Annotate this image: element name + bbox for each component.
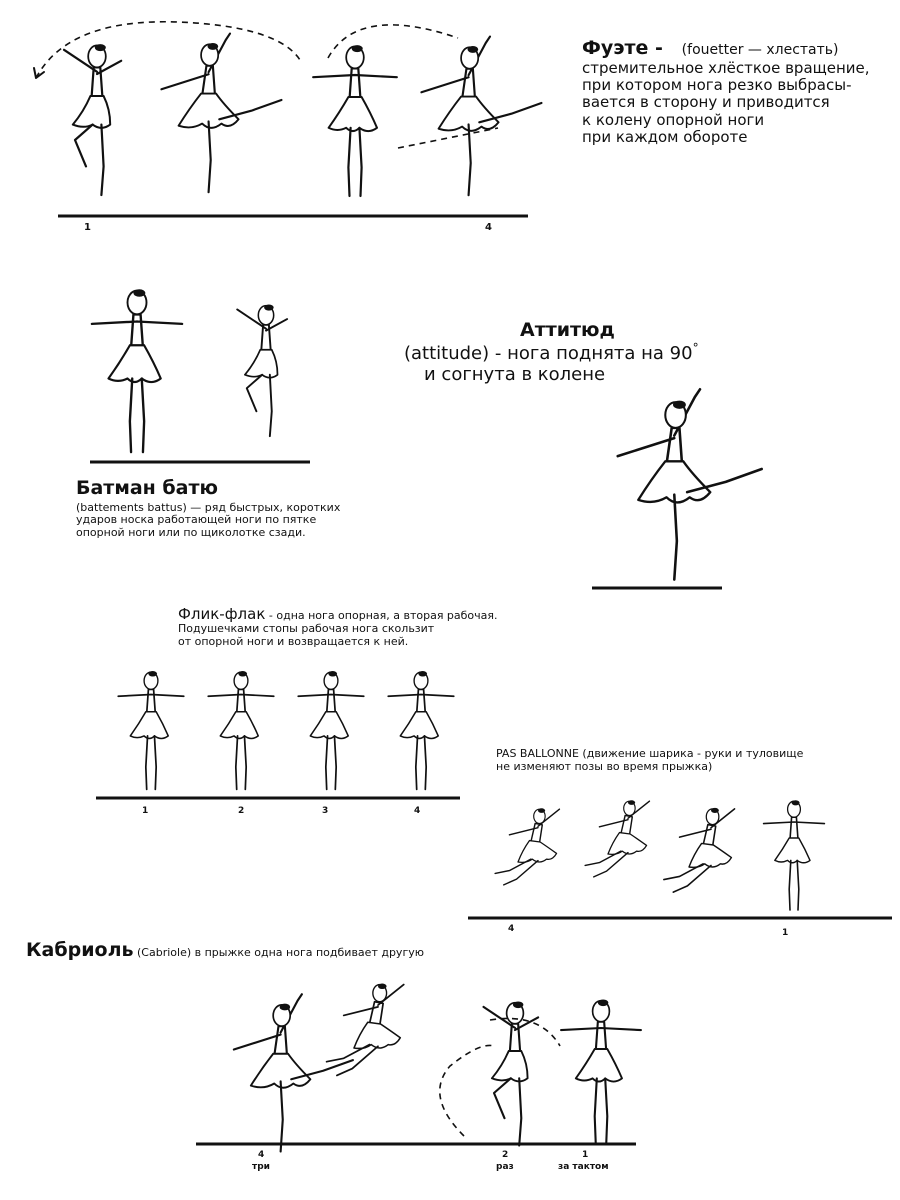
cabriole-text <box>26 940 424 962</box>
flikflak-floor <box>96 794 460 802</box>
cabriole-section <box>0 936 900 1200</box>
flikflak-label-4: 4 <box>414 806 421 816</box>
fouette-line: при котором нога резко выбрасы- <box>582 76 852 95</box>
ballonne-text <box>496 748 896 773</box>
battement-dancer-2 <box>218 274 314 464</box>
fouette-title: Фуэте - <box>582 37 663 59</box>
fouette-dancer-1 <box>42 30 152 206</box>
fouette-dancer-3 <box>300 30 410 208</box>
ballonne-dancer-1 <box>488 792 588 912</box>
attitude-title: Аттитюд <box>520 319 615 341</box>
battement-title: Батман батю <box>76 477 218 499</box>
fouette-text <box>582 38 892 146</box>
fouette-gloss: (fouetter — хлестать) <box>681 42 839 58</box>
attitude-floor <box>592 584 722 592</box>
cabriole-label-4: 4 <box>258 1150 265 1160</box>
ballonne-label-1: 1 <box>782 928 789 938</box>
ballonne-line: не изменяют позы во время прыжка) <box>496 759 713 773</box>
attitude-line-2: и согнута в колене <box>424 363 606 385</box>
cabriole-desc: (Cabriole) в прыжке одна нога подбивает другую <box>133 946 424 959</box>
cabriole-floor <box>196 1140 636 1148</box>
cabriole-title: Кабриоль <box>26 939 134 961</box>
ballonne-line: PAS BALLONNE (движение шарика - руки и туловище <box>496 747 804 760</box>
attitude-text <box>400 320 780 385</box>
fouette-dancer-2 <box>140 22 290 208</box>
flikflak-line: Подушечками стопы рабочая нога скользит <box>178 622 435 636</box>
fouette-label-1: 1 <box>84 222 91 233</box>
battement-line: опорной ноги или по щиколотке сзади. <box>76 526 306 540</box>
ballonne-label-4: 4 <box>508 924 515 934</box>
attitude-section <box>400 320 900 600</box>
flikflak-text <box>178 606 558 649</box>
fouette-line: вается в сторону и приводится <box>582 93 830 112</box>
cabriole-sublabel-za-taktom: за тактом <box>558 1162 609 1172</box>
battement-floor <box>90 458 310 466</box>
ballonne-section <box>460 748 900 948</box>
ballonne-floor <box>468 914 892 922</box>
cabriole-arrows <box>420 1006 580 1146</box>
fouette-line: стремительное хлёсткое вращение, <box>582 58 870 77</box>
battement-line: ударов носка работающей ноги по пятке <box>76 513 317 527</box>
battement-line: (battements battus) — ряд быстрых, коротких <box>76 500 341 514</box>
battement-section <box>0 260 420 560</box>
attitude-degree: ° <box>692 340 699 355</box>
flikflak-label-3: 3 <box>322 806 329 816</box>
flikflak-lead: - одна нога опорная, а вторая рабочая. <box>265 609 498 622</box>
cabriole-label-1: 1 <box>582 1150 589 1160</box>
cabriole-sublabel-raz: раз <box>496 1162 514 1172</box>
ballonne-dancer-4 <box>746 790 842 918</box>
flikflak-line: от опорной ноги и возвращается к ней. <box>178 634 409 648</box>
battement-dancer-1 <box>72 274 202 464</box>
flikflak-title: Флик-флак <box>178 605 266 623</box>
flikflak-label-1: 1 <box>142 806 149 816</box>
battement-text <box>76 478 406 540</box>
fouette-label-4: 4 <box>485 222 492 233</box>
fouette-line: к колену опорной ноги <box>582 110 765 129</box>
fouette-section <box>0 0 900 240</box>
flikflak-label-2: 2 <box>238 806 245 816</box>
attitude-dancer <box>592 382 772 592</box>
fouette-line: при каждом обороте <box>582 127 748 146</box>
cabriole-label-2: 2 <box>502 1150 509 1160</box>
fouette-dancer-4 <box>400 26 550 210</box>
cabriole-sublabel-tri: три <box>252 1162 270 1172</box>
attitude-line-1: (attitude) - нога поднята на 90 <box>404 342 693 364</box>
